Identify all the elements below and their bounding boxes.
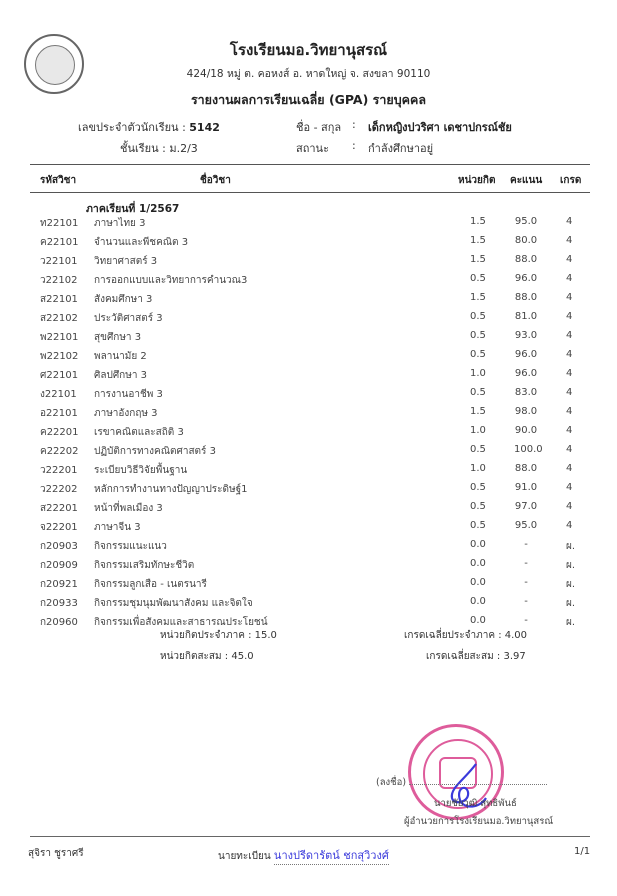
cell-grade: 4 <box>566 387 573 398</box>
cell-score: - <box>524 558 528 569</box>
cell-credit: 0.0 <box>470 558 486 569</box>
cell-subject: กิจกรรมเสริมทักษะชีวิต <box>94 560 195 571</box>
cell-code: พ22102 <box>40 351 79 362</box>
cell-subject: ประวัติศาสตร์ 3 <box>94 313 163 324</box>
student-status-value: กำลังศึกษาอยู่ <box>368 142 434 155</box>
cell-subject: จำนวนและพีชคณิต 3 <box>94 237 189 248</box>
cell-score: 95.0 <box>514 216 538 227</box>
term-credits: หน่วยกิตประจำภาค : 15.0 <box>160 630 277 641</box>
cell-grade: 4 <box>566 406 573 417</box>
cell-grade: 4 <box>566 273 573 284</box>
table-row <box>0 520 617 539</box>
cell-grade: 4 <box>566 330 573 341</box>
cell-score: 97.0 <box>514 501 538 512</box>
cell-code: ง22101 <box>40 389 77 400</box>
cell-score: 80.0 <box>514 235 538 246</box>
cell-score: 95.0 <box>514 520 538 531</box>
cell-subject: กิจกรรมแนะแนว <box>94 541 167 552</box>
cell-score: - <box>524 615 528 626</box>
cell-grade: 4 <box>566 444 573 455</box>
table-top-rule <box>30 164 590 165</box>
cell-subject: หลักการทำงานทางปัญญาประดิษฐ์1 <box>94 484 248 495</box>
cell-grade: ผ. <box>566 579 576 590</box>
table-row <box>0 558 617 577</box>
cell-credit: 1.0 <box>470 463 486 474</box>
cell-score: 96.0 <box>514 349 538 360</box>
cell-credit: 0.5 <box>470 444 486 455</box>
cell-code: ว22201 <box>40 465 78 476</box>
cell-subject: กิจกรรมเพื่อสังคมและสาธารณประโยชน์ <box>94 617 268 628</box>
cell-score: 100.0 <box>514 444 543 455</box>
cell-subject: การออกแบบและวิทยาการคำนวณ3 <box>94 275 248 286</box>
cell-grade: 4 <box>566 501 573 512</box>
cell-code: ว22102 <box>40 275 78 286</box>
cell-subject: ภาษาจีน 3 <box>94 522 141 533</box>
table-row <box>0 330 617 349</box>
total-gpa: เกรดเฉลี่ยสะสม : 3.97 <box>426 651 526 662</box>
cell-subject: ศิลปศึกษา 3 <box>94 370 147 381</box>
registrar-label: นายทะเบียน <box>218 851 271 862</box>
cell-score: - <box>524 539 528 550</box>
student-class-label: ชั้นเรียน : <box>120 142 166 155</box>
cell-grade: ผ. <box>566 541 576 552</box>
header-credit: หน่วยกิต <box>458 175 496 186</box>
cell-score: 96.0 <box>514 368 538 379</box>
cell-score: 96.0 <box>514 273 538 284</box>
cell-code: ค22201 <box>40 427 79 438</box>
school-address: 424/18 หมู่ ต. คอหงส์ อ. หาดใหญ่ จ. สงขลา 90110 <box>186 68 431 80</box>
table-row <box>0 425 617 444</box>
cell-credit: 0.5 <box>470 482 486 493</box>
cell-code: จ22201 <box>40 522 78 533</box>
table-row <box>0 463 617 482</box>
cell-subject: ภาษาอังกฤษ 3 <box>94 408 158 419</box>
cell-credit: 1.5 <box>470 235 486 246</box>
cell-code: ก20909 <box>40 560 78 571</box>
cell-code: ก20903 <box>40 541 78 552</box>
cell-code: พ22101 <box>40 332 79 343</box>
cell-code: ก20933 <box>40 598 78 609</box>
cell-grade: 4 <box>566 368 573 379</box>
cell-score: 91.0 <box>514 482 538 493</box>
cell-credit: 1.5 <box>470 292 486 303</box>
cell-code: ว22202 <box>40 484 78 495</box>
sign-line <box>376 775 547 790</box>
cell-credit: 0.5 <box>470 387 486 398</box>
footer-rule <box>30 836 590 837</box>
table-row <box>0 406 617 425</box>
table-row <box>0 387 617 406</box>
cell-grade: ผ. <box>566 560 576 571</box>
table-row <box>0 349 617 368</box>
table-row <box>0 292 617 311</box>
header-code: รหัสวิชา <box>40 175 77 186</box>
header-score: คะแนน <box>510 175 543 186</box>
registrar-name: นางปรีดารัตน์ ชกสุวิวงศ์ <box>274 846 389 865</box>
cell-score: 81.0 <box>514 311 538 322</box>
table-row <box>0 444 617 463</box>
student-name-label: ชื่อ - สกุล <box>296 121 342 134</box>
cell-score: - <box>524 596 528 607</box>
table-header-rule <box>30 192 590 193</box>
table-row <box>0 501 617 520</box>
cell-grade: 4 <box>566 463 573 474</box>
cell-credit: 0.5 <box>470 520 486 531</box>
cell-code: ว22101 <box>40 256 78 267</box>
cell-score: 93.0 <box>514 330 538 341</box>
cell-credit: 1.5 <box>470 406 486 417</box>
cell-subject: สุขศึกษา 3 <box>94 332 142 343</box>
student-class <box>120 139 198 157</box>
cell-score: 83.0 <box>514 387 538 398</box>
cell-subject: พลานามัย 2 <box>94 351 147 362</box>
cell-grade: 4 <box>566 349 573 360</box>
cell-score: 88.0 <box>514 292 538 303</box>
registrar <box>218 846 389 865</box>
cell-credit: 0.5 <box>470 501 486 512</box>
cell-code: ก20960 <box>40 617 78 628</box>
cell-code: ท22101 <box>40 218 79 229</box>
cell-grade: 4 <box>566 311 573 322</box>
table-row <box>0 273 617 292</box>
cell-credit: 1.5 <box>470 254 486 265</box>
cell-subject: กิจกรรมชุมนุมพัฒนาสังคม และจิตใจ <box>94 598 253 609</box>
student-name-text: เด็กหญิงปวริศา เดชาปกรณ์ชัย <box>368 121 512 134</box>
table-row <box>0 235 617 254</box>
student-id <box>78 118 220 136</box>
cell-grade: 4 <box>566 292 573 303</box>
cell-code: ส22201 <box>40 503 78 514</box>
cell-credit: 0.5 <box>470 273 486 284</box>
cell-code: ส22101 <box>40 294 78 305</box>
header-grade: เกรด <box>560 175 582 186</box>
cell-code: อ22101 <box>40 408 78 419</box>
table-row <box>0 254 617 273</box>
school-name: โรงเรียนมอ.วิทยานุสรณ์ <box>229 41 388 59</box>
cell-subject: กิจกรรมลูกเสือ - เนตรนารี <box>94 579 207 590</box>
cell-credit: 0.5 <box>470 311 486 322</box>
cell-subject: การงานอาชีพ 3 <box>94 389 163 400</box>
cell-credit: 1.0 <box>470 425 486 436</box>
cell-credit: 1.0 <box>470 368 486 379</box>
table-row <box>0 577 617 596</box>
cell-score: 88.0 <box>514 463 538 474</box>
student-status-label: สถานะ <box>296 142 329 155</box>
cell-credit: 0.0 <box>470 539 486 550</box>
table-row <box>0 482 617 501</box>
cell-subject: สังคมศึกษา 3 <box>94 294 153 305</box>
sign-dots <box>409 784 547 785</box>
sign-label: (ลงชื่อ) <box>376 777 407 788</box>
cell-score: 88.0 <box>514 254 538 265</box>
cell-subject: หน้าที่พลเมือง 3 <box>94 503 163 514</box>
total-credits: หน่วยกิตสะสม : 45.0 <box>160 651 254 662</box>
student-class-value: ม.2/3 <box>169 142 198 155</box>
cell-credit: 0.0 <box>470 577 486 588</box>
teacher-name: สุจิรา ชูราศรี <box>28 848 84 859</box>
cell-score: 98.0 <box>514 406 538 417</box>
cell-credit: 1.5 <box>470 216 486 227</box>
student-name-value <box>368 118 512 136</box>
table-row <box>0 216 617 235</box>
cell-grade: ผ. <box>566 617 576 628</box>
table-row <box>0 596 617 615</box>
cell-code: ศ22101 <box>40 370 79 381</box>
cell-grade: 4 <box>566 425 573 436</box>
page-number: 1/1 <box>574 846 591 857</box>
director-name: นายชัยวุฒิ สุทธิพันธ์ <box>434 798 517 809</box>
term-title: ภาคเรียนที่ 1/2567 <box>86 203 180 215</box>
cell-grade: 4 <box>566 235 573 246</box>
cell-subject: ระเบียบวิธีวิจัยพื้นฐาน <box>94 465 188 476</box>
term-gpa: เกรดเฉลี่ยประจำภาค : 4.00 <box>404 630 528 641</box>
cell-score: 90.0 <box>514 425 538 436</box>
cell-credit: 0.5 <box>470 349 486 360</box>
table-row <box>0 311 617 330</box>
cell-grade: 4 <box>566 254 573 265</box>
table-row <box>0 368 617 387</box>
cell-subject: ปฏิบัติการทางคณิตศาสตร์ 3 <box>94 446 216 457</box>
cell-subject: ภาษาไทย 3 <box>94 218 146 229</box>
cell-grade: 4 <box>566 520 573 531</box>
cell-code: ค22202 <box>40 446 79 457</box>
cell-score: - <box>524 577 528 588</box>
header-subject: ชื่อวิชา <box>200 175 231 186</box>
cell-subject: เรขาคณิตและสถิติ 3 <box>94 427 184 438</box>
student-name-colon: : <box>352 118 356 131</box>
report-title: รายงานผลการเรียนเฉลี่ย (GPA) รายบุคคล <box>190 92 427 107</box>
cell-grade: ผ. <box>566 598 576 609</box>
cell-code: ค22101 <box>40 237 79 248</box>
cell-credit: 0.0 <box>470 596 486 607</box>
student-id-value: 5142 <box>189 121 220 134</box>
cell-grade: 4 <box>566 216 573 227</box>
cell-credit: 0.5 <box>470 330 486 341</box>
student-status-colon: : <box>352 139 356 152</box>
cell-code: ก20921 <box>40 579 78 590</box>
student-id-label: เลขประจำตัวนักเรียน : <box>78 121 186 134</box>
cell-subject: วิทยาศาสตร์ 3 <box>94 256 158 267</box>
cell-credit: 0.0 <box>470 615 486 626</box>
cell-grade: 4 <box>566 482 573 493</box>
table-row <box>0 539 617 558</box>
cell-code: ส22102 <box>40 313 78 324</box>
director-title: ผู้อำนวยการโรงเรียนมอ.วิทยานุสรณ์ <box>404 816 554 827</box>
